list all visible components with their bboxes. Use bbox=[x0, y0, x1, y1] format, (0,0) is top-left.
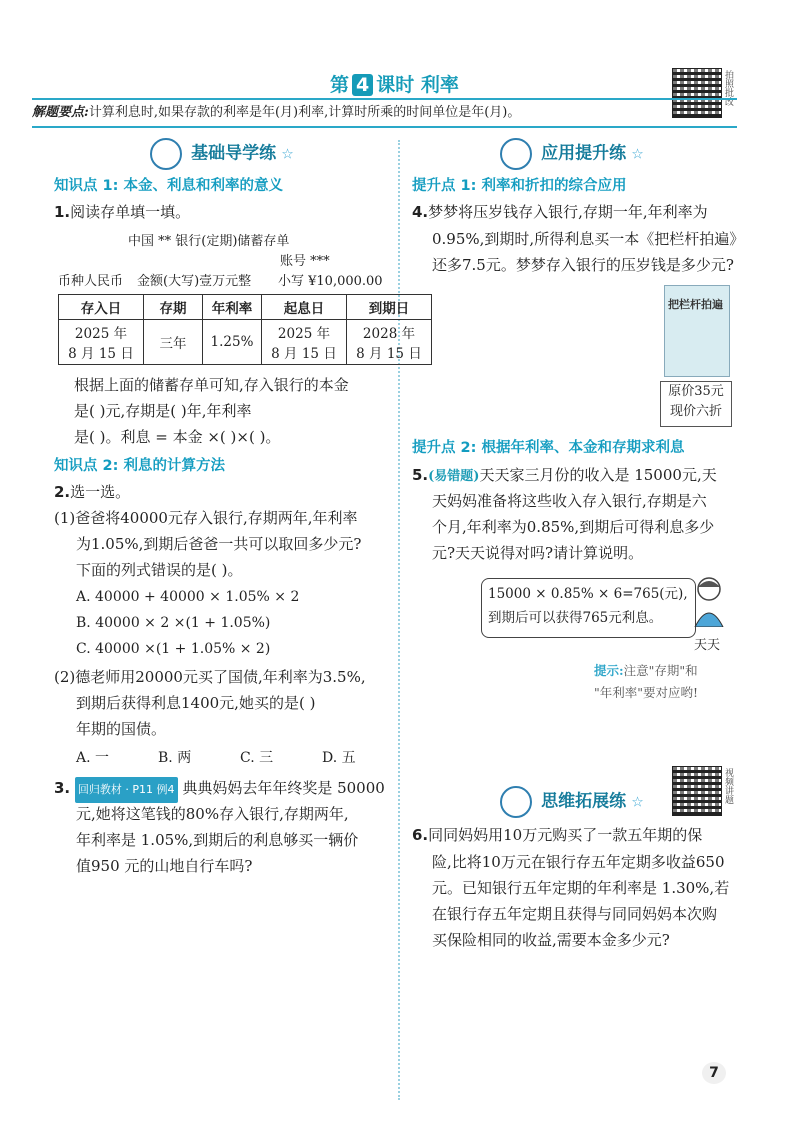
q2-1-line-3[interactable]: 下面的列式错误的是( )。 bbox=[76, 561, 243, 579]
student-figure-icon bbox=[690, 575, 728, 627]
deposit-slip-table bbox=[58, 294, 432, 365]
question-6-line-1: 6.同同妈妈用10万元购买了一款五年期的保 bbox=[412, 826, 703, 844]
q2-1-option-c[interactable]: C. 40000 ×(1 + 1.05% × 2) bbox=[76, 641, 271, 657]
table-cell: 三年 bbox=[144, 320, 203, 365]
mascot-icon bbox=[150, 138, 182, 170]
question-5-line-1: 5.(易错题)天天家三月份的收入是 15000元,天 bbox=[412, 466, 717, 484]
mascot-icon bbox=[500, 786, 532, 818]
qr-code-video[interactable] bbox=[672, 766, 722, 816]
book-title: 把栏杆拍遍 bbox=[668, 298, 723, 311]
q3-line-3: 年利率是 1.05%,到期后的利息够买一辆价 bbox=[76, 831, 359, 849]
section-title: 应用提升练 bbox=[541, 143, 627, 164]
tip-label: 解题要点: bbox=[32, 105, 89, 120]
q2-2-line-2[interactable]: 到期后获得利息1400元,她买的是( ) bbox=[76, 694, 316, 712]
section-title: 基础导学练 bbox=[191, 143, 277, 164]
price-box: 原价35元 现价六折 bbox=[660, 381, 732, 427]
tip-text: 计算利息时,如果存款的利率是年(月)利率,计算时所乘的时间单位是年(月)。 bbox=[88, 105, 521, 120]
table-header: 年利率 bbox=[203, 295, 262, 320]
q2-1-line-1: (1)爸爸将40000元存入银行,存期两年,年利率 bbox=[54, 509, 358, 527]
question-3-line-1: 3. 回归教材 · P11 例4 典典妈妈去年年终奖是 50000 bbox=[54, 775, 385, 803]
q2-1-line-2: 为1.05%,到期后爸爸一共可以取回多少元? bbox=[76, 535, 362, 553]
section-title: 思维拓展练 bbox=[541, 791, 627, 812]
slip-bank: 中国 ** 银行(定期)储蓄存单 bbox=[128, 234, 290, 249]
section-thinking bbox=[500, 786, 644, 820]
question-1-stem: 1.阅读存单填一填。 bbox=[54, 203, 191, 221]
lesson-number: 4 bbox=[352, 74, 373, 96]
table-cell: 2025 年 8 月 15 日 bbox=[59, 320, 144, 365]
qr-label-video: 视频讲题 bbox=[723, 768, 733, 804]
q2-2-option-b[interactable]: B. 两 bbox=[158, 750, 192, 766]
q6-line-4: 在银行存五年定期且获得与同同妈妈本次购 bbox=[432, 905, 718, 923]
table-cell: 2028 年 8 月 15 日 bbox=[347, 320, 432, 365]
q6-line-2: 险,比将10万元在银行存五年定期多收益650 bbox=[432, 853, 725, 871]
table-header: 存入日 bbox=[59, 295, 144, 320]
slip-amount-small: 小写 ¥10,000.00 bbox=[278, 274, 383, 289]
table-header: 起息日 bbox=[262, 295, 347, 320]
q2-2-line-1: (2)德老师用20000元买了国债,年利率为3.5%, bbox=[54, 668, 366, 686]
improvement-point-1: 提升点 1: 利率和折扣的综合应用 bbox=[412, 178, 627, 194]
column-divider bbox=[398, 140, 400, 1100]
q4-line-2: 0.95%,到期时,所得利息买一本《把栏杆拍遍》 bbox=[432, 230, 745, 248]
section-applied bbox=[500, 138, 644, 172]
table-header: 存期 bbox=[144, 295, 203, 320]
q2-2-option-c[interactable]: C. 三 bbox=[240, 750, 274, 766]
section-basic bbox=[150, 138, 294, 172]
slip-currency: 币种人民币 bbox=[58, 274, 124, 289]
textbook-tag: 回归教材 · P11 例4 bbox=[75, 777, 178, 803]
q5-line-3: 个月,年利率为0.85%,到期后可得利息多少 bbox=[432, 518, 715, 536]
page-title: 第 4 课时 利率 bbox=[330, 74, 459, 96]
q1-fill-line-3[interactable]: 是( )。利息 = 本金 ×( )×( )。 bbox=[74, 428, 281, 446]
q2-2-option-a[interactable]: A. 一 bbox=[76, 750, 110, 766]
q3-line-4: 值950 元的山地自行车吗? bbox=[76, 857, 253, 875]
page-number: 7 bbox=[702, 1062, 726, 1084]
speech-bubble: 15000 × 0.85% × 6=765(元), 到期后可以获得765元利息。 bbox=[481, 578, 696, 638]
q3-line-2: 元,她将这笔钱的80%存入银行,存期两年, bbox=[76, 805, 349, 823]
q2-1-option-a[interactable]: A. 40000 + 40000 × 1.05% × 2 bbox=[76, 589, 300, 605]
error-prone-tag: (易错题) bbox=[428, 469, 480, 484]
table-header-row bbox=[59, 295, 432, 320]
q5-line-2: 天妈妈准备将这些收入存入银行,存期是六 bbox=[432, 492, 707, 510]
q6-line-5: 买保险相同的收益,需要本金多少元? bbox=[432, 931, 670, 949]
solving-tip bbox=[32, 98, 737, 128]
q6-line-3: 元。已知银行五年定期的年利率是 1.30%,若 bbox=[432, 879, 730, 897]
table-row bbox=[59, 320, 432, 365]
slip-account: 账号 *** bbox=[280, 254, 330, 269]
improvement-point-2: 提升点 2: 根据年利率、本金和存期求利息 bbox=[412, 440, 685, 456]
star-icon: ☆ bbox=[281, 146, 294, 163]
q2-2-option-d[interactable]: D. 五 bbox=[322, 750, 356, 766]
hint-box: 提示:注意"存期"和 "年利率"要对应哟! bbox=[594, 663, 699, 700]
table-header: 到期日 bbox=[347, 295, 432, 320]
knowledge-point-2: 知识点 2: 利息的计算方法 bbox=[54, 458, 225, 474]
knowledge-point-1: 知识点 1: 本金、利息和利率的意义 bbox=[54, 178, 283, 194]
q4-line-3: 还多7.5元。梦梦存入银行的压岁钱是多少元? bbox=[432, 256, 734, 274]
question-4-line-1: 4.梦梦将压岁钱存入银行,存期一年,年利率为 bbox=[412, 203, 708, 221]
table-cell: 1.25% bbox=[203, 320, 262, 365]
hint-label: 提示: bbox=[594, 663, 624, 678]
q2-2-line-3: 年期的国债。 bbox=[76, 720, 167, 738]
q5-line-4: 元?天天说得对吗?请计算说明。 bbox=[432, 544, 644, 562]
star-icon: ☆ bbox=[631, 794, 644, 811]
question-2-stem: 2.选一选。 bbox=[54, 483, 131, 501]
speaker-name: 天天 bbox=[694, 638, 721, 653]
q2-1-option-b[interactable]: B. 40000 × 2 ×(1 + 1.05%) bbox=[76, 615, 271, 631]
table-cell: 2025 年 8 月 15 日 bbox=[262, 320, 347, 365]
q1-fill-line-2[interactable]: 是( )元,存期是( )年,年利率 bbox=[74, 402, 252, 420]
qr-label-top: 拍照批改 bbox=[723, 70, 733, 106]
q1-line-1: 根据上面的储蓄存单可知,存入银行的本金 bbox=[74, 376, 349, 394]
mascot-icon bbox=[500, 138, 532, 170]
star-icon: ☆ bbox=[631, 146, 644, 163]
slip-amount-big: 金额(大写)壹万元整 bbox=[137, 274, 252, 289]
